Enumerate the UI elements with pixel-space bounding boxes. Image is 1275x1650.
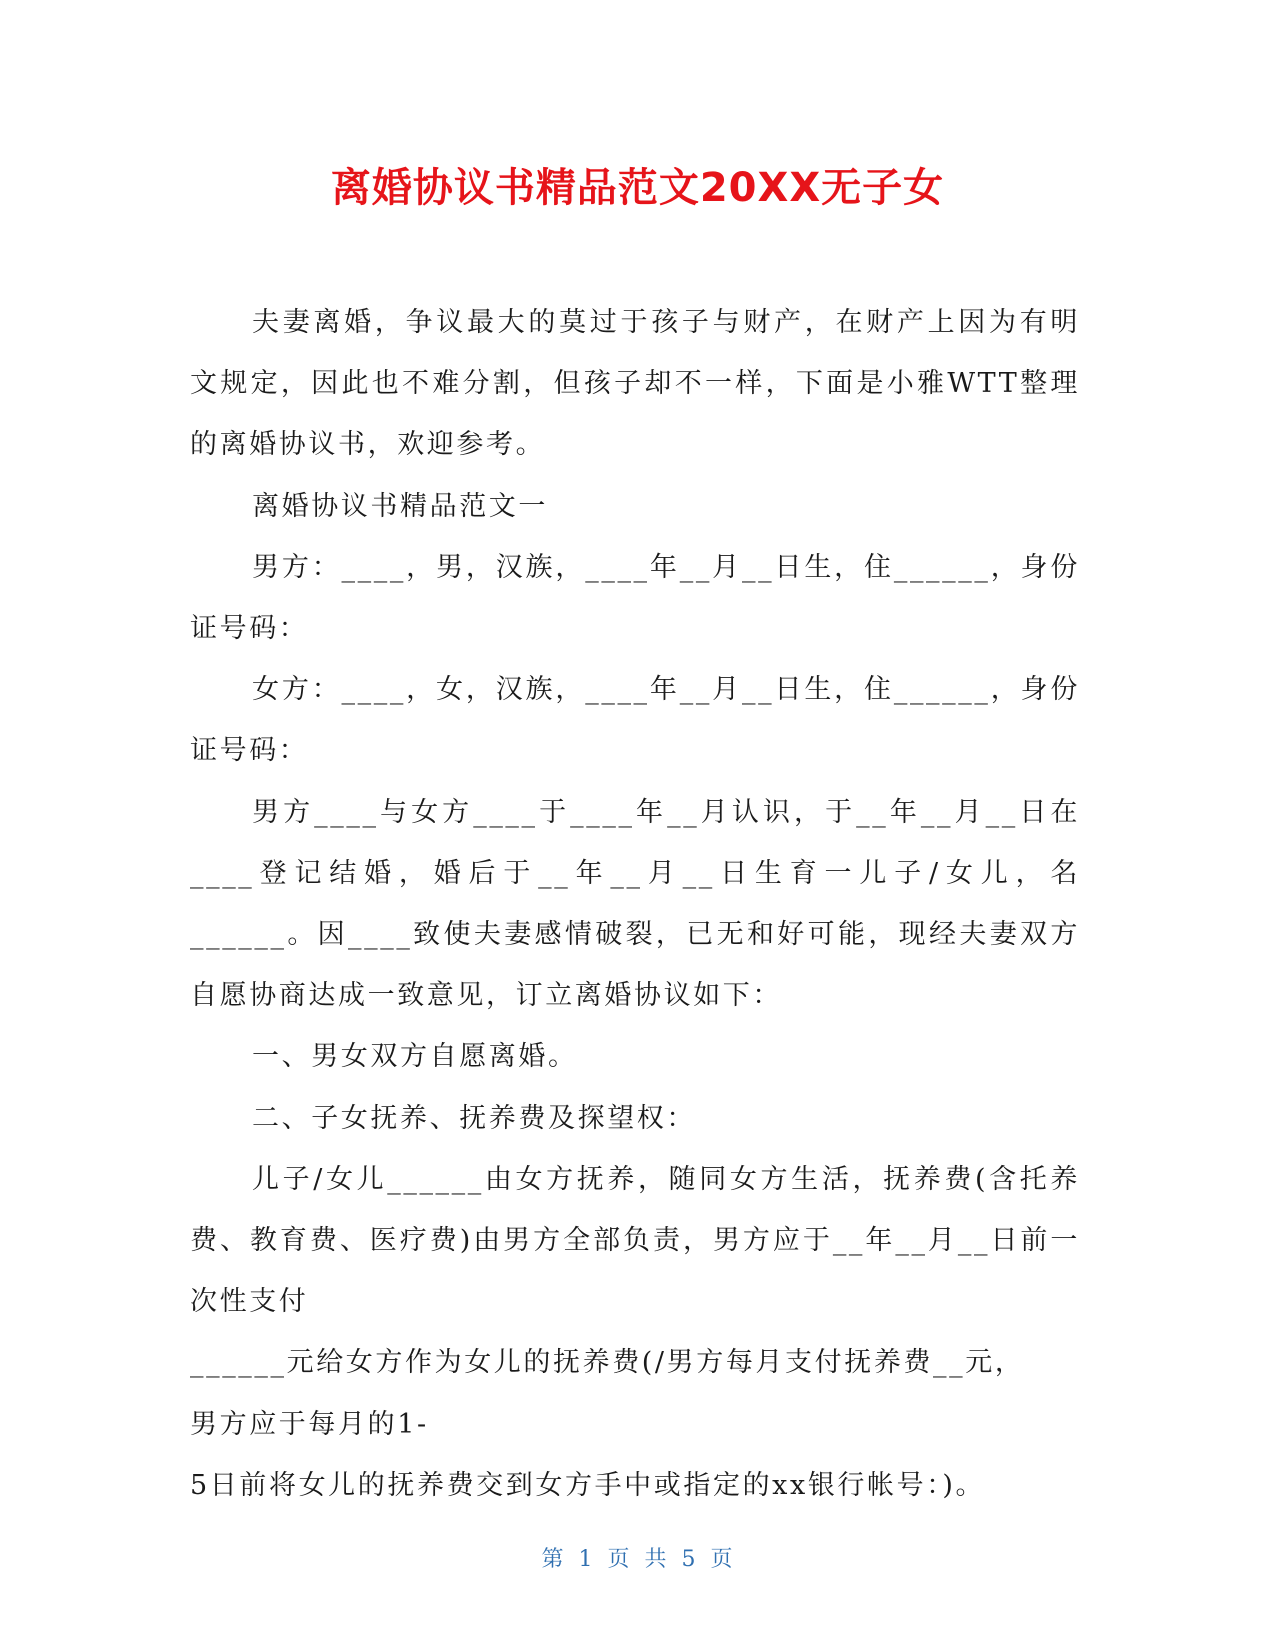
female-party-paragraph: 女方：____，女，汉族，____年__月__日生，住______，身份证号码：: [190, 674, 1080, 767]
marriage-background-paragraph: 男方____与女方____于____年__月认识，于__年__月__日在____登记结婚，婚后于__年__月__日生育一儿子/女儿，名______。因____致使夫妻感情破裂，已无和好可能，现经夫妻双方自愿协商达成一致意见，订立离婚协议如下：: [190, 796, 1080, 1012]
document-body: [190, 292, 1080, 1516]
page-number-footer: 第 1 页 共 5 页: [541, 1547, 734, 1572]
male-party-paragraph: 男方：____，男，汉族，____年__月__日生，住______，身份证号码：: [190, 551, 1080, 645]
child-support-amount-line: ______元给女方作为女儿的抚养费(/男方每月支付抚养费__元，: [190, 1347, 1025, 1379]
child-support-paragraph: 儿子/女儿______由女方抚养，随同女方生活，抚养费(含托养费、教育费、医疗费)由男方全部负责，男方应于__年__月__日前一次性支付: [190, 1163, 1080, 1318]
intro-paragraph: 夫妻离婚，争议最大的莫过于孩子与财产，在财产上因为有明文规定，因此也不难分割，但孩子却不一样，下面是小雅WTT整理的离婚协议书，欢迎参考。: [190, 307, 1080, 461]
payment-date-line: 男方应于每月的1-: [190, 1408, 429, 1440]
clause-two-heading: 二、子女抚养、抚养费及探望权：: [252, 1102, 696, 1134]
document-title: 离婚协议书精品范文20XX无子女: [330, 165, 945, 211]
section-heading: 离婚协议书精品范文一: [252, 490, 548, 522]
clause-one: 一、男女双方自愿离婚。: [252, 1041, 578, 1073]
bank-account-line: 5日前将女儿的抚养费交到女方手中或指定的xx银行帐号：)。: [190, 1469, 986, 1501]
